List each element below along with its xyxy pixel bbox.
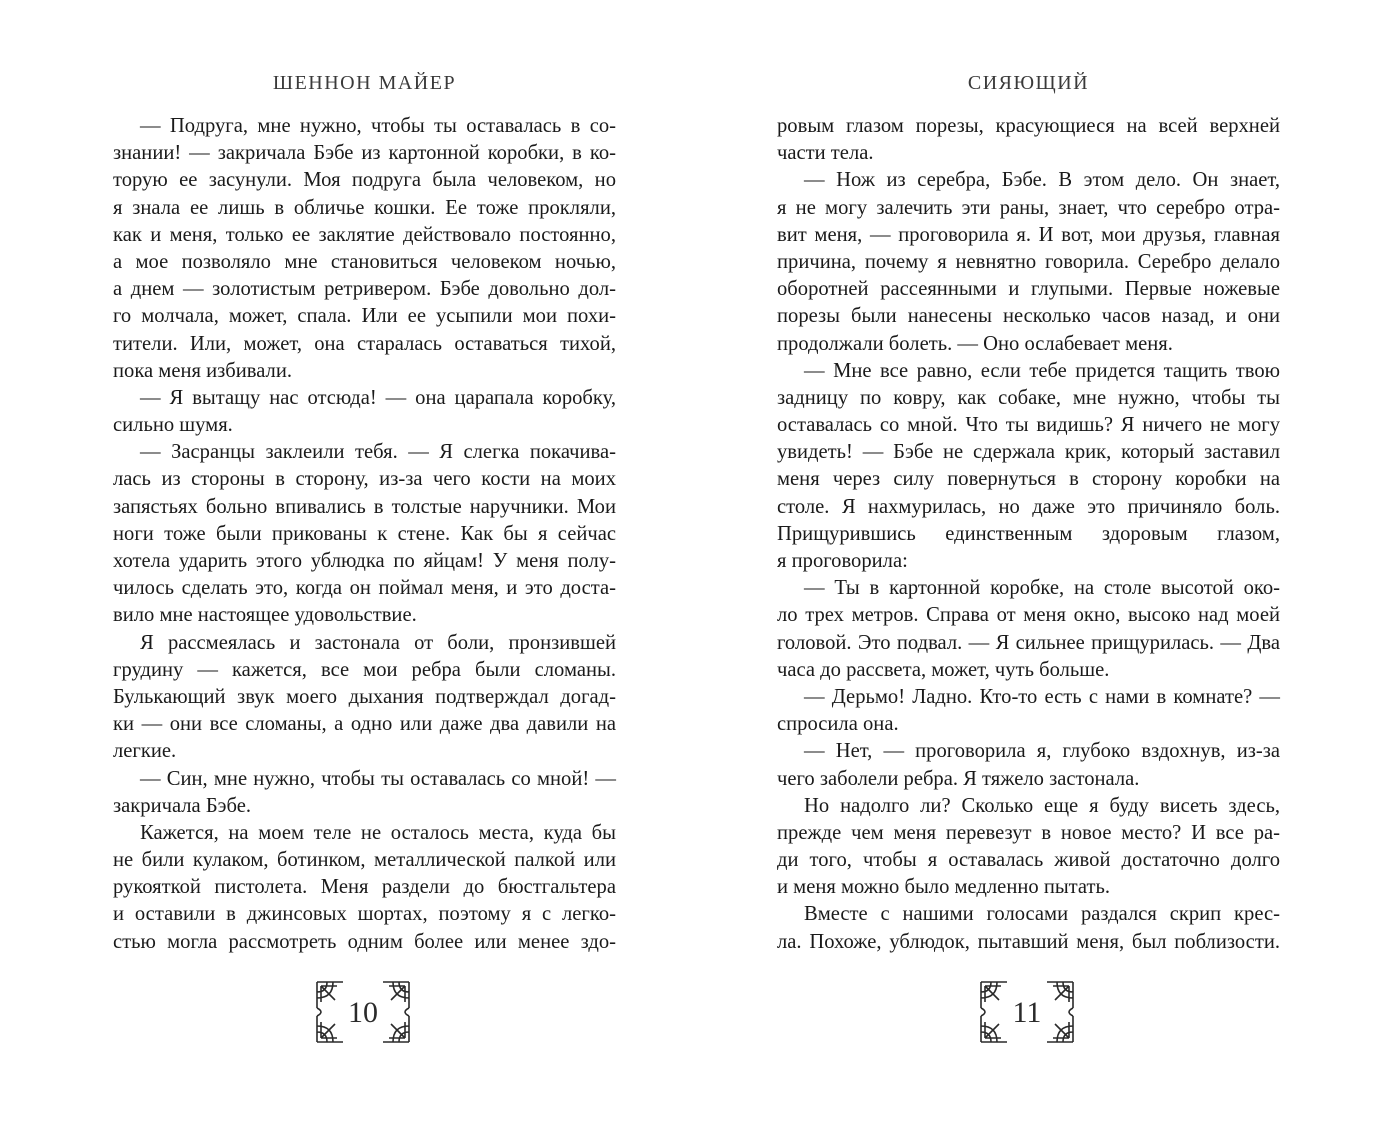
text-line: — Подруга, мне нужно, чтобы ты оставалась в со- (140, 115, 616, 137)
text-line: ноги тоже были прикованы к стене. Как бы я сейчас (113, 522, 616, 545)
text-line: — Дерьмо! Ладно. Кто-то есть с нами в комнате? — (804, 685, 1280, 708)
text-line: а мое позволяло мне становиться человеком ночью, (113, 250, 616, 273)
text-line: — Ты в картонной коробке, на столе высотой око- (804, 577, 1280, 600)
text-line: вило мне настоящее удовольствие. (113, 604, 417, 627)
page-number-frame (313, 978, 413, 1046)
text-line: — Засранцы заклеили тебя. — Я слегка покачива- (140, 441, 616, 464)
text-line: — Син, мне нужно, чтобы ты оставалась со мной! — (140, 767, 616, 790)
text-line: грудину — кажется, все мои ребра были сломаны. (113, 658, 616, 681)
text-line: задницу по ковру, как собаке, мне нужно, чтобы ты (777, 386, 1280, 409)
text-line: чилось сделать это, когда он поймал меня, и это доста- (113, 577, 616, 600)
text-line: знании! — закричала Бэбе из картонной коробки, в ко- (113, 142, 616, 165)
page-number: 10 (348, 996, 378, 1029)
page-number: 11 (1012, 996, 1042, 1029)
text-line: я знала ее лишь в обличье кошки. Ее тоже прокляли, (113, 196, 616, 219)
text-line: рукояткой пистолета. Меня раздели до бюстгальтера (113, 876, 616, 899)
running-head-author: ШЕННОН МАЙЕР (272, 72, 457, 94)
text-line: головой. Это подвал. — Я сильнее прищурилась. — Два (777, 631, 1280, 654)
text-line: порезы были нанесены несколько часов назад, и они (777, 305, 1280, 328)
running-head-title: СИЯЮЩИЙ (967, 72, 1090, 94)
text-line: не били кулаком, ботинком, металлической палкой или (113, 849, 616, 872)
text-line: вит меня, — проговорила я. И вот, мои друзья, главная (777, 223, 1280, 246)
text-line: закричала Бэбе. (113, 794, 252, 817)
text-line: ло трех метров. Справа от меня окно, высоко над моей (777, 604, 1280, 627)
text-line: го молчала, может, спала. Или ее усыпили мои похи- (113, 305, 616, 328)
text-line: хотела ударить этого ублюдка по яйцам! У меня полу- (113, 550, 616, 572)
page-number-frame (977, 978, 1077, 1046)
text-line: спросила она. (777, 713, 899, 736)
text-line: оставалась со мной. Что ты видишь? Я ничего не могу (777, 414, 1280, 437)
text-line: Прищурившись единственным здоровым глазом, (777, 522, 1280, 545)
text-line: — Нет, — проговорила я, глубоко вздохнув, из-за (804, 740, 1280, 763)
text-line: часа до рассвета, может, чуть больше. (777, 658, 1110, 681)
text-line: увидеть! — Бэбе не сдержала крик, который заставил (777, 441, 1280, 464)
text-line: Кажется, на моем теле не осталось места, куда бы (140, 821, 616, 844)
text-line: я не могу залечить эти раны, знает, что серебро отра- (777, 196, 1280, 219)
text-line: и меня можно было медленно пытать. (777, 876, 1111, 899)
text-line: ла. Похоже, ублюдок, пытавший меня, был поблизости. (777, 930, 1280, 953)
text-line: Но надолго ли? Сколько еще я буду висеть здесь, (804, 794, 1280, 817)
text-line: пока меня избивали. (113, 359, 292, 382)
left-page-body (113, 113, 616, 956)
text-line: и оставили в джинсовых шортах, поэтому я с легко- (113, 903, 616, 926)
right-page (777, 0, 1280, 1125)
text-line: части тела. (777, 142, 874, 165)
text-line: как и меня, только ее заклятие действовало постоянно, (113, 223, 616, 246)
text-line: продолжали болеть. — Оно ослабевает меня. (777, 332, 1173, 355)
text-line: причина, почему я невнятно говорила. Серебро делало (777, 250, 1280, 273)
text-line: лась из стороны в сторону, из-за чего кости на моих (113, 468, 616, 491)
text-line: меня через силу повернуться в сторону коробки на (777, 468, 1280, 491)
text-line: а днем — золотистым ретривером. Бэбе довольно дол- (113, 278, 616, 301)
text-line: легкие. (113, 740, 177, 763)
right-page-body (777, 113, 1280, 956)
text-line: столе. Я нахмурилась, но даже это причиняло боль. (777, 495, 1280, 518)
text-line: торую ее засунули. Моя подруга была человеком, но (113, 169, 616, 192)
text-line: чего заболели ребра. Я тяжело застонала. (777, 767, 1140, 790)
text-line: ки — они все сломаны, а одно или даже два давили на (113, 713, 616, 736)
text-line: ровым глазом порезы, красующиеся на всей верхней (777, 115, 1280, 137)
text-line: — Я вытащу нас отсюда! — она царапала коробку, (140, 386, 616, 409)
text-line: я проговорила: (777, 550, 908, 572)
text-line: запястьях больно впивались в толстые наручники. Мои (113, 495, 616, 518)
text-line: сильно шумя. (113, 414, 233, 437)
text-line: тители. Или, может, она старалась оставаться тихой, (113, 332, 616, 355)
left-page (113, 0, 616, 1125)
text-line: — Нож из серебра, Бэбе. В этом дело. Он знает, (804, 169, 1280, 192)
text-line: Булькающий звук моего дыхания подтверждал догад- (113, 685, 616, 708)
text-line: Вместе с нашими голосами раздался скрип крес- (804, 903, 1280, 926)
text-line: — Мне все равно, если тебе придется тащить твою (804, 359, 1280, 382)
text-line: стью могла рассмотреть одним более или менее здо- (113, 930, 616, 953)
text-line: оборотней рассеянными и глупыми. Первые ножевые (777, 278, 1280, 301)
text-line: ди того, чтобы я оставалась живой достаточно долго (777, 849, 1280, 872)
text-line: Я рассмеялась и застонала от боли, пронзившей (140, 631, 616, 654)
text-line: прежде чем меня перевезут в новое место? И все ра- (777, 821, 1280, 844)
